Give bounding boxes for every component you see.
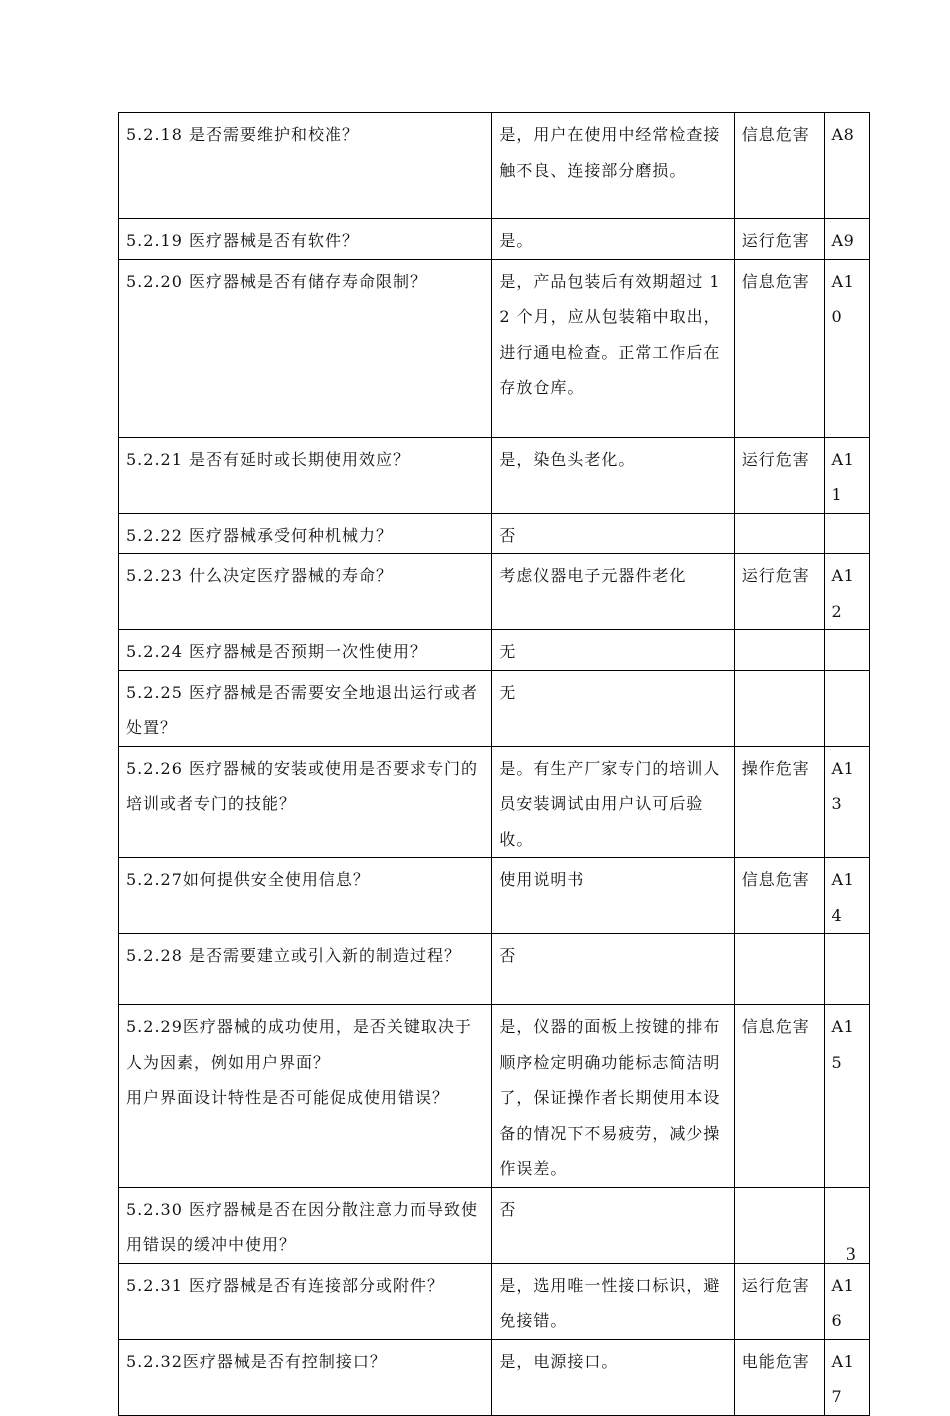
question-cell: 5.2.22 医疗器械承受何种机械力？	[119, 513, 492, 554]
question-cell: 5.2.24 医疗器械是否预期一次性使用？	[119, 630, 492, 671]
question-cell: 5.2.32医疗器械是否有控制接口？	[119, 1339, 492, 1415]
hazard-cell: 运行危害	[734, 554, 824, 630]
table-row	[119, 670, 870, 746]
hazard-cell	[734, 670, 824, 746]
table-row	[119, 1005, 870, 1188]
code-cell: A10	[824, 259, 869, 437]
question-cell: 5.2.21 是否有延时或长期使用效应？	[119, 437, 492, 513]
answer-cell: 否	[492, 513, 734, 554]
question-cell: 5.2.20 医疗器械是否有储存寿命限制？	[119, 259, 492, 437]
hazard-cell: 信息危害	[734, 113, 824, 219]
table-row	[119, 858, 870, 934]
hazard-cell: 运行危害	[734, 219, 824, 260]
code-cell: A9	[824, 219, 869, 260]
page-number: 3	[846, 1244, 856, 1265]
table-row	[119, 554, 870, 630]
answer-cell: 是，染色头老化。	[492, 437, 734, 513]
table-row	[119, 746, 870, 858]
hazard-cell: 信息危害	[734, 259, 824, 437]
code-cell: A17	[824, 1339, 869, 1415]
question-cell: 5.2.19 医疗器械是否有软件？	[119, 219, 492, 260]
code-cell	[824, 513, 869, 554]
answer-cell: 无	[492, 670, 734, 746]
code-cell: A16	[824, 1263, 869, 1339]
table-row	[119, 437, 870, 513]
table-row	[119, 113, 870, 219]
code-cell: A12	[824, 554, 869, 630]
question-cell: 5.2.18 是否需要维护和校准？	[119, 113, 492, 219]
code-cell: A13	[824, 746, 869, 858]
question-cell: 5.2.25 医疗器械是否需要安全地退出运行或者处置？	[119, 670, 492, 746]
table-row	[119, 1339, 870, 1415]
answer-cell: 是，仪器的面板上按键的排布顺序检定明确功能标志简洁明了，保证操作者长期使用本设备的情况下不易疲劳，减少操作误差。	[492, 1005, 734, 1188]
answer-cell: 是。有生产厂家专门的培训人员安装调试由用户认可后验收。	[492, 746, 734, 858]
risk-analysis-table	[118, 112, 870, 1416]
hazard-cell: 运行危害	[734, 1263, 824, 1339]
question-cell: 5.2.28 是否需要建立或引入新的制造过程？	[119, 934, 492, 1005]
code-cell: A11	[824, 437, 869, 513]
answer-cell: 无	[492, 630, 734, 671]
table-row	[119, 219, 870, 260]
table-row	[119, 934, 870, 1005]
hazard-cell	[734, 630, 824, 671]
answer-cell: 考虑仪器电子元器件老化	[492, 554, 734, 630]
hazard-cell	[734, 934, 824, 1005]
code-cell	[824, 670, 869, 746]
question-cell: 5.2.29医疗器械的成功使用，是否关键取决于人为因素，例如用户界面？ 用户界面设计特性是否可能促成使用错误？	[119, 1005, 492, 1188]
question-cell: 5.2.30 医疗器械是否在因分散注意力而导致使用错误的缓冲中使用？	[119, 1187, 492, 1263]
hazard-cell	[734, 513, 824, 554]
answer-cell: 是，选用唯一性接口标识，避免接错。	[492, 1263, 734, 1339]
hazard-cell: 电能危害	[734, 1339, 824, 1415]
answer-cell: 否	[492, 1187, 734, 1263]
answer-cell: 是，电源接口。	[492, 1339, 734, 1415]
hazard-cell: 信息危害	[734, 1005, 824, 1188]
answer-cell: 是，产品包装后有效期超过 12 个月，应从包装箱中取出，进行通电检查。正常工作后在存放仓库。	[492, 259, 734, 437]
answer-cell: 是，用户在使用中经常检查接触不良、连接部分磨损。	[492, 113, 734, 219]
code-cell: A8	[824, 113, 869, 219]
question-cell: 5.2.31 医疗器械是否有连接部分或附件？	[119, 1263, 492, 1339]
hazard-cell	[734, 1187, 824, 1263]
question-cell: 5.2.23 什么决定医疗器械的寿命？	[119, 554, 492, 630]
table-row	[119, 1187, 870, 1263]
hazard-cell: 信息危害	[734, 858, 824, 934]
code-cell: A15	[824, 1005, 869, 1188]
table-row	[119, 513, 870, 554]
code-cell	[824, 630, 869, 671]
question-cell: 5.2.26 医疗器械的安装或使用是否要求专门的培训或者专门的技能？	[119, 746, 492, 858]
code-cell: A14	[824, 858, 869, 934]
answer-cell: 是。	[492, 219, 734, 260]
table-row	[119, 1263, 870, 1339]
table-row	[119, 259, 870, 437]
answer-cell: 使用说明书	[492, 858, 734, 934]
hazard-cell: 运行危害	[734, 437, 824, 513]
question-cell: 5.2.27如何提供安全使用信息？	[119, 858, 492, 934]
table-row	[119, 630, 870, 671]
answer-cell: 否	[492, 934, 734, 1005]
hazard-cell: 操作危害	[734, 746, 824, 858]
code-cell	[824, 934, 869, 1005]
